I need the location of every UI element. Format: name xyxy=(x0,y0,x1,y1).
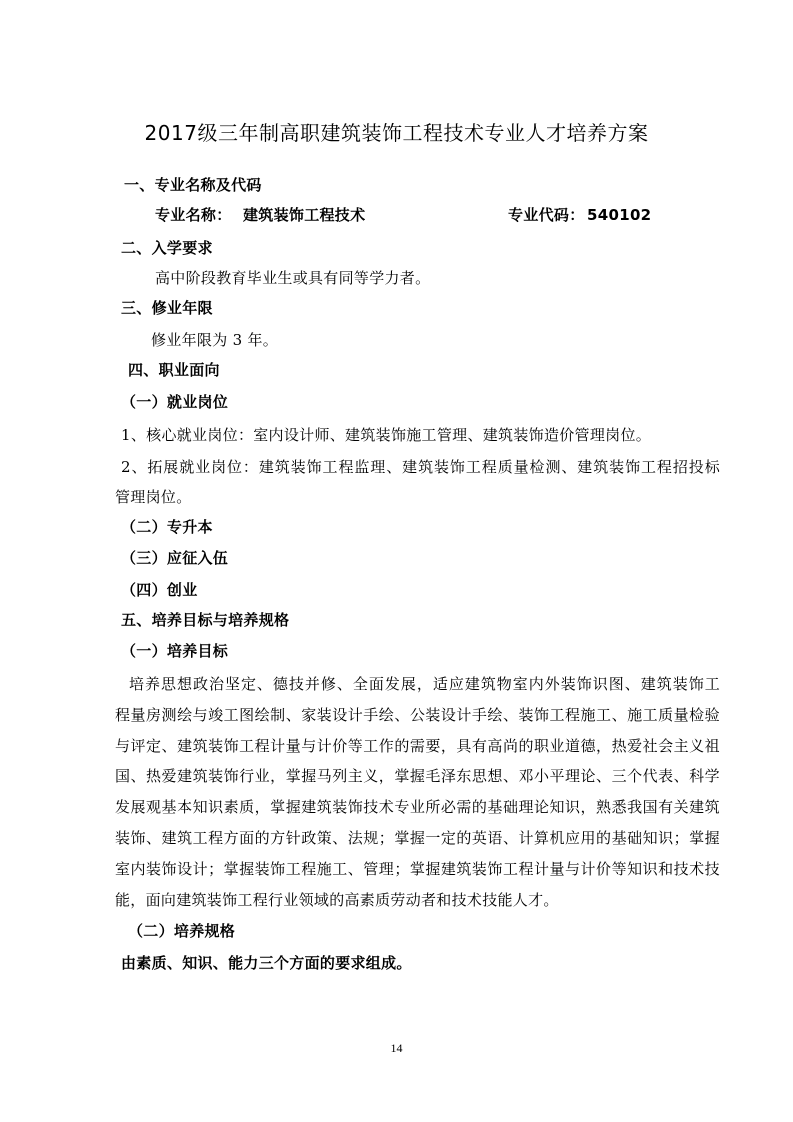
section-4-item-2-line-1: 2、拓展就业岗位：建筑装饰工程监理、建筑装饰工程质量检测、建筑装饰工程招投标 xyxy=(121,458,720,476)
section-5-heading: 五、培养目标与培养规格 xyxy=(121,611,290,629)
paragraph-line: 程量房测绘与竣工图绘制、家装设计手绘、公装设计手绘、装饰工程施工、施工质量检验 xyxy=(115,706,720,724)
major-code-value: 540102 xyxy=(587,206,652,224)
major-name-value: 建筑装饰工程技术 xyxy=(243,206,366,224)
paragraph-line: 装饰、建筑工程方面的方针政策、法规；掌握一定的英语、计算机应用的基础知识；掌握 xyxy=(115,829,720,847)
section-2-text: 高中阶段教育毕业生或具有同等学力者。 xyxy=(155,269,431,287)
section-5-sub-2: （二）培养规格 xyxy=(128,922,236,940)
section-3-heading: 三、修业年限 xyxy=(121,299,213,317)
paragraph-line: 发展观基本知识素质，掌握建筑装饰技术专业所必需的基础理论知识，熟悉我国有关建筑 xyxy=(115,798,720,816)
paragraph-line: 能，面向建筑装饰工程行业领域的高素质劳动者和技术技能人才。 xyxy=(115,891,559,909)
section-4-heading: 四、职业面向 xyxy=(128,361,220,379)
major-name-label: 专业名称： xyxy=(155,206,232,224)
section-4-sub-1: （一）就业岗位 xyxy=(121,393,229,411)
section-4-sub-3: （三）应征入伍 xyxy=(121,549,229,567)
paragraph-line: 国、热爱建筑装饰行业，掌握马列主义，掌握毛泽东思想、邓小平理论、三个代表、科学 xyxy=(115,767,720,785)
paragraph-line: 室内装饰设计；掌握装饰工程施工、管理；掌握建筑装饰工程计量与计价等知识和技术技 xyxy=(115,860,720,878)
section-2-heading: 二、入学要求 xyxy=(121,239,213,257)
page-number: 14 xyxy=(390,1041,403,1055)
section-4-item-2-line-2: 管理岗位。 xyxy=(115,488,192,506)
major-code-label: 专业代码： xyxy=(508,206,585,224)
section-4-item-1: 1、核心就业岗位：室内设计师、建筑装饰施工管理、建筑装饰造价管理岗位。 xyxy=(121,426,652,444)
section-5-summary: 由素质、知识、能力三个方面的要求组成。 xyxy=(121,954,412,972)
paragraph-line: 培养思想政治坚定、德技并修、全面发展，适应建筑物室内外装饰识图、建筑装饰工 xyxy=(129,675,720,693)
paragraph-line: 与评定、建筑装饰工程计量与计价等工作的需要，具有高尚的职业道德，热爱社会主义祖 xyxy=(115,737,720,755)
document-title: 2017级三年制高职建筑装饰工程技术专业人才培养方案 xyxy=(144,121,649,145)
section-4-sub-4: （四）创业 xyxy=(121,581,198,599)
section-5-sub-1: （一）培养目标 xyxy=(121,642,229,660)
section-3-text: 修业年限为 3 年。 xyxy=(151,331,279,349)
section-4-sub-2: （二）专升本 xyxy=(121,518,213,536)
section-1-heading: 一、专业名称及代码 xyxy=(124,176,262,194)
